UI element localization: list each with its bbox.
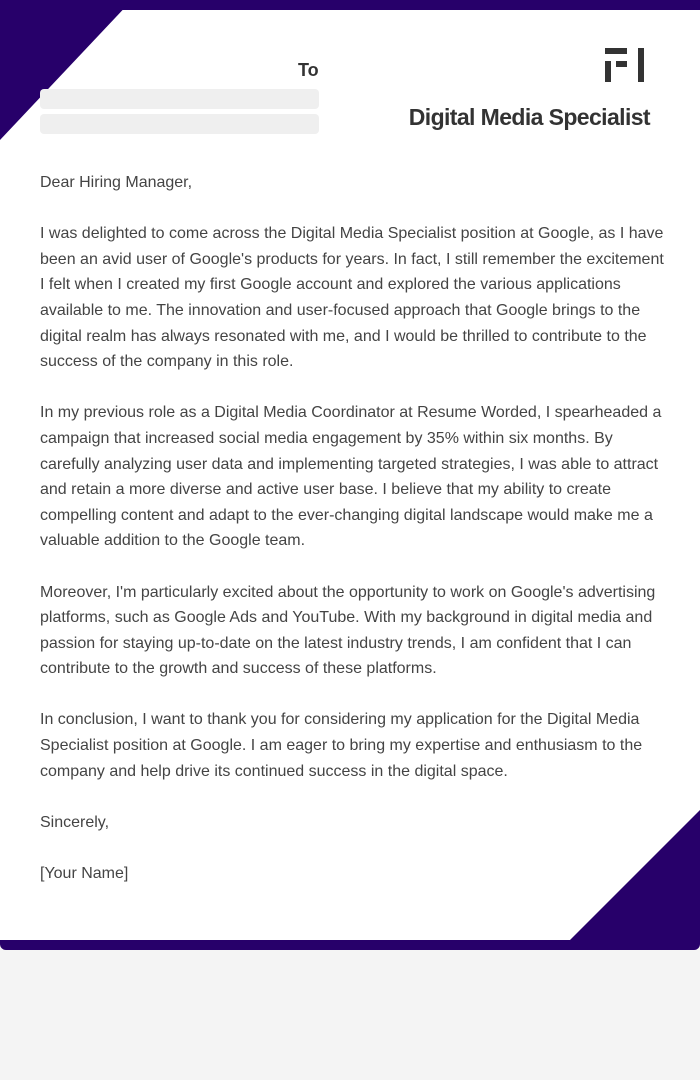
paragraph: In my previous role as a Digital Media Coordinator at Resume Worded, I spearheaded a campaign that increased social media engagement by 35% within six months. By carefully analyzing user data and implementing targeted strategies, I was able to attract and retain a more diverse and active user base. I believe that my ability to create compelling content and adapt to the ever-changing digital landscape would make me a valuable addition to the Google team. bbox=[40, 404, 662, 550]
recipient-address-placeholder bbox=[40, 89, 319, 109]
fi-logo-icon bbox=[605, 48, 645, 82]
job-title: Digital Media Specialist bbox=[408, 104, 650, 130]
paragraph: In conclusion, I want to thank you for considering my application for the Digital Media Specialist position at Google. I am eager to bring my expertise and enthusiasm to the company and help drive its continued success in the digital space. bbox=[40, 711, 643, 780]
recipient-address-placeholder bbox=[40, 114, 319, 134]
to-label: To bbox=[298, 60, 319, 80]
closing: Sincerely, bbox=[40, 813, 110, 831]
signature: [Your Name] bbox=[40, 865, 129, 883]
paragraph: Moreover, I'm particularly excited about the opportunity to work on Google's advertising platforms, such as Google Ads and YouTube. With my background in digital media and passion for staying up-to-date on the latest industry trends, I am confident that I can contribute to the growth and success of these platforms. bbox=[40, 583, 656, 678]
paragraph: I was delighted to come across the Digital Media Specialist position at Google, as I have been an avid user of Google's products for years. In fact, I still remember the excitement I felt when I created my first Google account and explored the various applications available to me. The innovation and user-focused approach that Google brings to the digital realm has always resonated with me, and I would be thrilled to contribute to the success of the company in this role. bbox=[40, 225, 664, 371]
salutation: Dear Hiring Manager, bbox=[40, 174, 193, 191]
letter-body bbox=[40, 170, 665, 912]
